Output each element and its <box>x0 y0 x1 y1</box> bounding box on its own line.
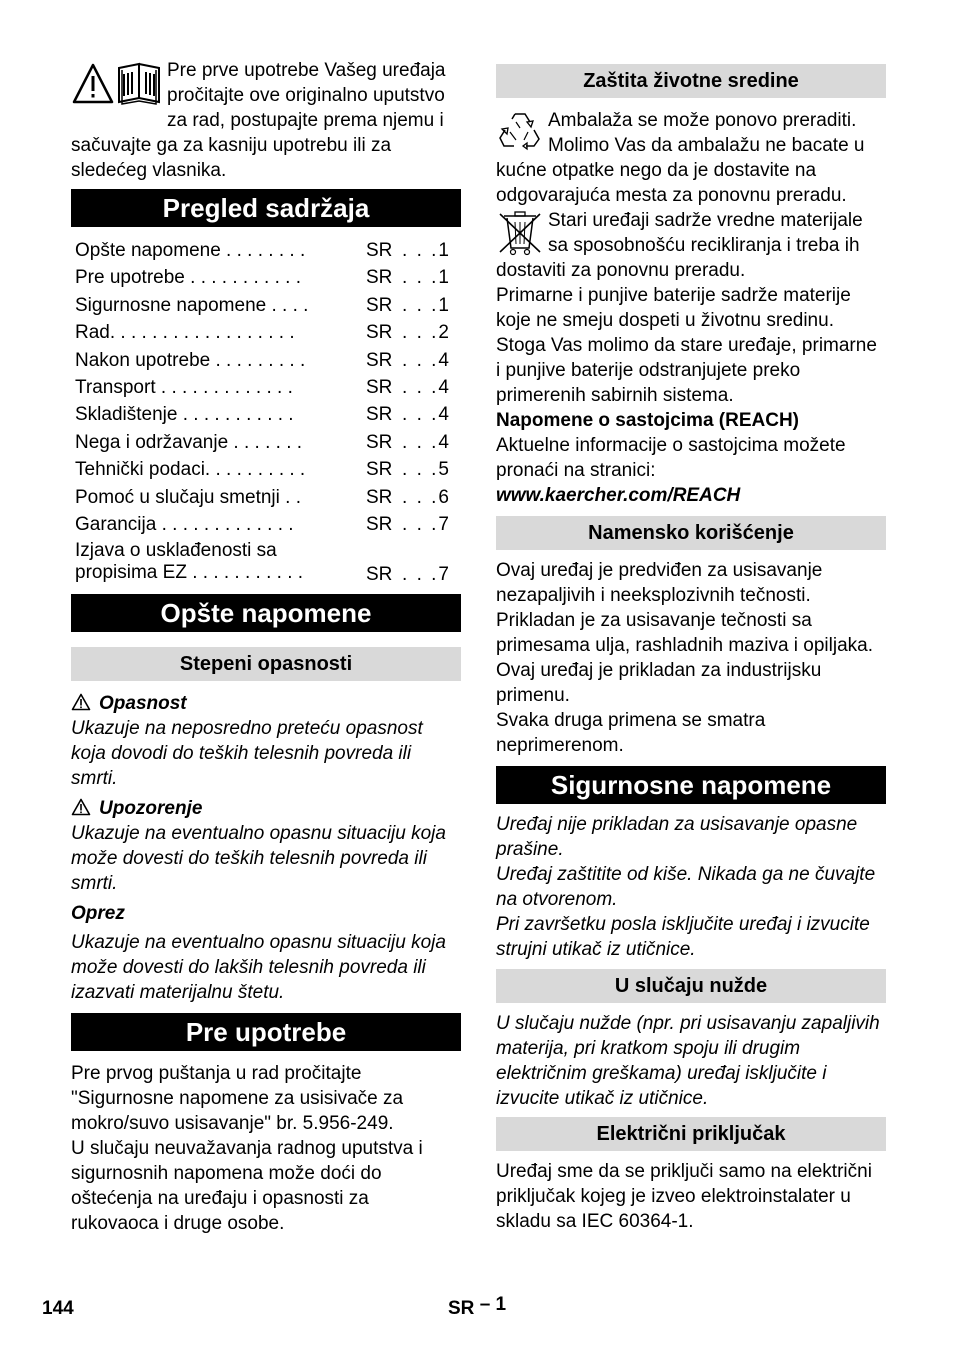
toc-title: Pregled sadržaja <box>71 189 461 227</box>
footer-lang: SR <box>448 1298 475 1319</box>
warning-triangle-icon <box>71 798 91 816</box>
intro-icons <box>71 62 163 112</box>
footer-dash: – <box>479 1294 491 1315</box>
toc-entry-title: Pre upotrebe . . . . . . . . . . . <box>75 267 301 289</box>
toc-row[interactable] <box>71 484 461 511</box>
reach-title: Napomene o sastojcima (REACH) <box>496 410 800 431</box>
toc-entry-page: . . .7 <box>402 564 451 586</box>
toc-entry-page: . . .1 <box>402 294 451 316</box>
batteries-text: Primarne i punjive baterije sadrže materije koje ne smeju dospeti u životnu sredinu. Stoga Vas molimo da stare uređaje, primarne i punjive baterije odstranjujete preko primerenih sabirnih sistema. <box>496 285 877 406</box>
packaging-item <box>496 108 886 208</box>
reach-text: Aktuelne informacije o sastojcima možete pronaći na stranici: <box>496 435 846 481</box>
toc-entry-page: . . .6 <box>402 486 451 508</box>
toc-entry-lang: SR <box>366 404 393 426</box>
packaging-text: Ambalaža se može ponovo preraditi. Molimo Vas da ambalažu ne bacate u kućne otpatke nego da je dostavite na odgovarajuća mesta za ponovnu preradu. <box>496 110 865 206</box>
toc-row[interactable] <box>71 237 461 264</box>
toc-entry-lang: SR <box>366 376 393 398</box>
electrical-title: Električni priključak <box>496 1117 886 1151</box>
toc-entry-page: . . .1 <box>402 240 451 261</box>
toc-entry-page: . . .4 <box>402 349 451 371</box>
safety-p1: Uređaj nije prikladan za usisavanje opasne prašine. <box>496 814 858 860</box>
danger-label: Opasnost <box>99 693 187 715</box>
toc-row[interactable] <box>71 538 461 590</box>
reach-url[interactable]: www.kaercher.com/REACH <box>496 485 741 506</box>
page-number: 144 <box>42 1298 74 1319</box>
danger-text: Ukazuje na neposredno preteću opasnost koja dovodi do teških telesnih povreda ili smrti. <box>71 718 423 790</box>
warning-heading <box>71 796 461 821</box>
intended-use-p3: Ovaj uređaj je prikladan za industrijsku primenu. <box>496 660 822 706</box>
left-column <box>71 58 461 1236</box>
toc-entry-page: . . .4 <box>402 404 451 426</box>
toc-entry-page: . . .1 <box>402 267 451 289</box>
intended-use-p4: Svaka druga primena se smatra neprimerenom. <box>496 710 766 756</box>
intro-text: Pre prve upotrebe Vašeg uređaja pročitajte ove originalno uputstvo za rad, postupajte prema njemu i sačuvajte ga za kasniju upotrebu ili za sledećeg vlasnika. <box>71 60 446 181</box>
toc-entry-title: Rad. . . . . . . . . . . . . . . . . . <box>75 322 295 344</box>
toc-entry-lang: SR <box>366 459 393 481</box>
toc-entry-title: Tehnički podaci. . . . . . . . . . <box>75 459 306 481</box>
hazard-levels-title: Stepeni opasnosti <box>71 647 461 681</box>
toc-row[interactable] <box>71 429 461 456</box>
before-use-p1: Pre prvog puštanja u rad pročitajte "Sigurnosne napomene za usisivače za mokro/suvo usisavanje" br. 5.956-249. <box>71 1063 404 1135</box>
toc-row[interactable] <box>71 319 461 346</box>
toc-entry-page: . . .7 <box>402 513 451 535</box>
toc-row[interactable] <box>71 456 461 483</box>
toc-row[interactable] <box>71 374 461 401</box>
toc-entry-title: Nakon upotrebe . . . . . . . . . <box>75 349 306 371</box>
env-title: Zaštita životne sredine <box>496 64 886 98</box>
warning-label: Upozorenje <box>99 798 203 820</box>
toc-entry-lang: SR <box>366 267 393 289</box>
footer-section-page: 1 <box>495 1294 507 1315</box>
intended-use-title: Namensko korišćenje <box>496 516 886 550</box>
toc-entry-lang: SR <box>366 513 393 535</box>
toc-entry-lang: SR <box>366 349 393 371</box>
old-devices-text: Stari uređaji sadrže vredne materijale sa sposobnošću recikliranja i treba ih dostaviti za ponovnu preradu. <box>496 210 863 281</box>
toc-entry-title: Sigurnosne napomene . . . . <box>75 294 309 316</box>
footer-section <box>448 1294 507 1320</box>
toc-entry-title: Skladištenje . . . . . . . . . . . <box>75 404 294 426</box>
toc-entry-lang: SR <box>366 294 393 316</box>
general-title: Opšte napomene <box>71 594 461 632</box>
safety-p3: Pri završetku posla isključite uređaj i izvucite strujni utikač iz utičnice. <box>496 914 870 960</box>
danger-heading <box>71 691 461 716</box>
right-column <box>496 58 886 1234</box>
toc-entry-title: Nega i održavanje . . . . . . . <box>75 431 303 453</box>
caution-heading: Oprez <box>71 903 125 925</box>
toc-row[interactable] <box>71 401 461 428</box>
toc-entry-lang: SR <box>366 486 393 508</box>
before-use-title: Pre upotrebe <box>71 1013 461 1051</box>
toc-entry-title: Garancija . . . . . . . . . . . . . <box>75 513 294 535</box>
toc-row[interactable] <box>71 264 461 291</box>
intro-block <box>71 58 461 183</box>
toc-entry-page: . . .4 <box>402 431 451 453</box>
toc-row[interactable] <box>71 347 461 374</box>
crossed-bin-icon <box>496 208 544 258</box>
before-use-p2: U slučaju neuvažavanja radnog uputstva i sigurnosnih napomena može doći do oštećenja na uređaju i opasnosti za rukovaoca i druge osobe. <box>71 1138 423 1235</box>
intended-use-p2: Prikladan je za usisavanje tečnosti sa primesama ulja, rashladnih maziva i opiljaka. <box>496 610 874 656</box>
emergency-title: U slučaju nužde <box>496 969 886 1003</box>
caution-text: Ukazuje na eventualno opasnu situaciju koja može dovesti do lakših telesnih povreda ili izazvati materijalnu štetu. <box>71 932 446 1004</box>
toc-list <box>71 237 461 590</box>
warning-triangle-icon <box>71 693 91 711</box>
emergency-text: U slučaju nužde (npr. pri usisavanju zapaljivih materija, pri kratkom spoju ili drugim električnim greškama) uređaj isključite i izvucite utikač iz utičnice. <box>496 1013 880 1109</box>
toc-entry-page: . . .2 <box>402 322 451 344</box>
warning-text: Ukazuje na eventualno opasnu situaciju koja može dovesti do teških telesnih povreda ili smrti. <box>71 823 446 895</box>
toc-entry-title: Izjava o usklađenosti sa propisima EZ . . . . . . . . . . . <box>75 540 304 584</box>
toc-entry-title: Transport . . . . . . . . . . . . . <box>75 376 293 398</box>
toc-entry-lang: SR <box>366 240 393 261</box>
toc-entry-lang: SR <box>366 564 393 586</box>
toc-entry-title: Pomoć u slučaju smetnji . . <box>75 486 301 508</box>
safety-title: Sigurnosne napomene <box>496 766 886 804</box>
recycle-icon <box>496 108 544 158</box>
toc-entry-page: . . .5 <box>402 459 451 481</box>
electrical-text: Uređaj sme da se priključi samo na električni priključak kojeg je izveo elektroinstalater u skladu sa IEC 60364-1. <box>496 1161 872 1232</box>
old-devices-item <box>496 208 886 283</box>
toc-row[interactable] <box>71 292 461 319</box>
toc-entry-lang: SR <box>366 322 393 344</box>
toc-row[interactable] <box>71 511 461 538</box>
toc-entry-page: . . .4 <box>402 376 451 398</box>
warning-manual-icon <box>71 62 163 106</box>
safety-p2: Uređaj zaštitite od kiše. Nikada ga ne čuvajte na otvorenom. <box>496 864 876 910</box>
toc-entry-lang: SR <box>366 431 393 453</box>
toc-entry-title: Opšte napomene . . . . . . . . <box>75 240 306 261</box>
intended-use-p1: Ovaj uređaj je predviđen za usisavanje nezapaljivih i neeksplozivnih tečnosti. <box>496 560 823 606</box>
